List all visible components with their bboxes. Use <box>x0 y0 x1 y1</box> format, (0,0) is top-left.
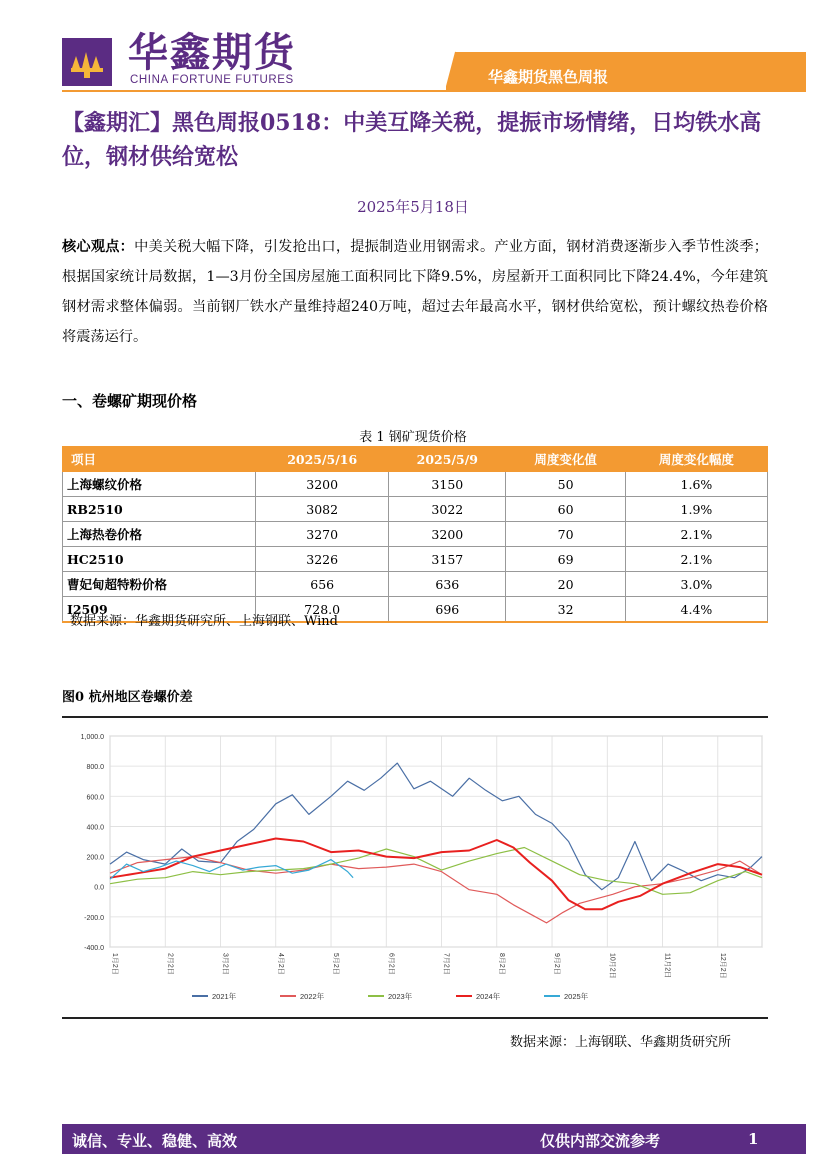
table-cell: 50 <box>506 472 625 497</box>
x-tick-label: 11月2日 <box>663 953 671 979</box>
plot-area <box>110 736 762 947</box>
x-tick-label: 10月2日 <box>608 953 616 979</box>
x-tick-label: 2月2日 <box>166 953 174 975</box>
y-tick-label: -400.0 <box>84 945 104 952</box>
table-cell: RB2510 <box>63 497 256 522</box>
table-row <box>63 547 768 572</box>
logo-english-name: CHINA FORTUNE FUTURES <box>130 74 294 86</box>
report-title: 【鑫期汇】黑色周报0518：中美互降关税，提振市场情绪，日均铁水高位，钢材供给宽松 <box>62 110 762 170</box>
table-header-row <box>63 447 768 472</box>
x-tick-label: 9月2日 <box>553 953 561 975</box>
series-line-2022 <box>110 857 762 923</box>
x-tick-label: 1月2日 <box>111 953 118 975</box>
legend-label: 2025年 <box>564 992 589 1001</box>
table-cell: 2.1% <box>625 547 767 572</box>
page-number: 1 <box>748 1130 759 1148</box>
y-tick-label: -200.0 <box>84 914 104 922</box>
spread-line-chart <box>62 722 768 1014</box>
table-row <box>63 522 768 547</box>
section-heading: 一、卷螺矿期现价格 <box>62 392 198 410</box>
core-view-text: 中美关税大幅下降，引发抢出口，提振制造业用钢需求。产业方面，钢材消费逐渐步入季节性淡季；根据国家统计局数据，1—3月份全国房屋施工面积同比下降9.5%，房屋新开工面积同比下降24.4%，今年建筑钢材需求整体偏弱。当前钢厂铁水产量维持超240万吨，超过去年最高水平，钢材供给宽松，预计螺纹热卷价格将震荡运行。 <box>62 239 768 345</box>
footer-notice: 仅供内部交流参考 <box>540 1132 661 1150</box>
y-tick-label: 400.0 <box>86 824 104 832</box>
series-line-2024 <box>110 839 762 910</box>
table-cell: HC2510 <box>63 547 256 572</box>
table-header-cell: 项目 <box>63 447 256 472</box>
report-tag: 华鑫期货黑色周报 <box>488 68 609 86</box>
table-cell: 3157 <box>389 547 506 572</box>
table-cell: 3200 <box>389 522 506 547</box>
figure-source: 数据来源：上海钢联、华鑫期货研究所 <box>510 1035 732 1050</box>
table-cell: 728.0 <box>256 597 389 623</box>
table-cell: 3082 <box>256 497 389 522</box>
y-tick-label: 600.0 <box>86 794 104 802</box>
table-cell: 70 <box>506 522 625 547</box>
header-divider <box>62 90 806 92</box>
x-tick-label: 7月2日 <box>442 953 450 975</box>
table-cell: 656 <box>256 572 389 597</box>
table-cell: 3226 <box>256 547 389 572</box>
table-cell: 1.6% <box>625 472 767 497</box>
x-tick-label: 3月2日 <box>221 953 229 975</box>
table-header-cell: 周度变化幅度 <box>625 447 767 472</box>
table-cell: 3270 <box>256 522 389 547</box>
y-tick-label: 800.0 <box>86 764 104 772</box>
legend-label: 2023年 <box>388 992 413 1001</box>
table-cell: 32 <box>506 597 625 623</box>
table-cell: 3022 <box>389 497 506 522</box>
table-header-cell: 2025/5/16 <box>256 447 389 472</box>
table-row <box>63 472 768 497</box>
footer-slogan: 诚信、专业、稳健、高效 <box>72 1132 238 1150</box>
y-tick-label: 1,000.0 <box>80 734 104 741</box>
legend-label: 2022年 <box>300 992 325 1001</box>
table-row <box>63 497 768 522</box>
table-header-cell: 周度变化值 <box>506 447 625 472</box>
table-cell: 上海螺纹价格 <box>63 472 256 497</box>
table-cell: 69 <box>506 547 625 572</box>
table-cell: 上海热卷价格 <box>63 522 256 547</box>
table-cell: 3150 <box>389 472 506 497</box>
x-tick-label: 4月2日 <box>276 953 284 975</box>
table-cell: 1.9% <box>625 497 767 522</box>
y-tick-label: 200.0 <box>86 854 104 862</box>
table-cell: 4.4% <box>625 597 767 623</box>
table-cell: 2.1% <box>625 522 767 547</box>
table-caption: 表 1 钢矿现货价格 <box>359 430 467 445</box>
x-tick-label: 6月2日 <box>387 953 395 975</box>
table-cell: 20 <box>506 572 625 597</box>
figure-caption: 图0 杭州地区卷螺价差 <box>62 690 193 705</box>
table-cell: 3.0% <box>625 572 767 597</box>
core-view-paragraph <box>62 232 768 352</box>
table-cell: 60 <box>506 497 625 522</box>
x-tick-label: 8月2日 <box>497 953 505 975</box>
company-logo-icon <box>62 38 112 86</box>
x-tick-label: 5月2日 <box>332 953 340 975</box>
table-source: 数据来源：华鑫期货研究所、上海钢联、Wind <box>70 614 338 629</box>
figure-bottom-rule <box>62 1017 768 1019</box>
table-cell: 曹妃甸超特粉价格 <box>63 572 256 597</box>
table-header-cell: 2025/5/9 <box>389 447 506 472</box>
series-line-2025 <box>110 860 353 880</box>
logo-chinese-name: 华鑫期货 <box>128 30 296 76</box>
report-date: 2025年5月18日 <box>357 198 469 216</box>
table-cell: 696 <box>389 597 506 623</box>
table-cell: I2509 <box>63 597 256 623</box>
table-row <box>63 572 768 597</box>
x-tick-label: 12月2日 <box>718 953 726 979</box>
y-tick-label: 0.0 <box>94 884 104 892</box>
core-view-label: 核心观点： <box>62 239 135 255</box>
price-table <box>62 446 768 623</box>
legend-label: 2024年 <box>476 992 501 1001</box>
figure-top-rule <box>62 716 768 718</box>
table-cell: 636 <box>389 572 506 597</box>
legend-label: 2021年 <box>212 992 237 1001</box>
table-cell: 3200 <box>256 472 389 497</box>
